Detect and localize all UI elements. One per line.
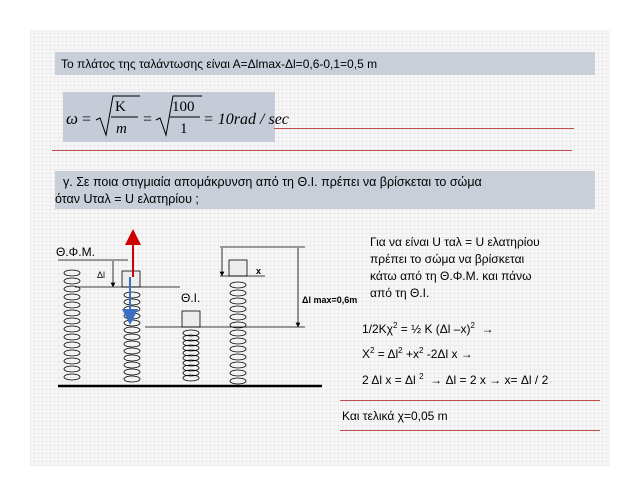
spring-1 [64,270,80,380]
fraction-100: 100 [172,99,195,115]
eq1-arrow: → [474,322,494,336]
eq3-a: 2 Δl x = Δl [362,373,420,387]
eq2-c: +x [402,347,419,361]
result-text: = 10rad / sec [203,111,289,128]
label-x: x [256,266,262,276]
eq2-sup: 2 [370,346,375,355]
equation-2 [362,346,473,361]
fraction-K: K [115,99,126,115]
eq1-sup: 2 [392,321,398,330]
eq1-b: = ½ Κ (Δl –x) [397,322,471,336]
equation-3 [362,372,548,387]
eq2-b: = Δl [374,347,399,361]
final-answer: Και τελικά χ=0,05 m [342,409,448,423]
eq3-b: → Δl = 2 x → x= Δl / 2 [423,373,549,387]
spring-diagram [50,225,370,405]
spring-4 [230,282,246,384]
eq2-d: -2Δl x → [423,347,473,361]
fraction-1: 1 [180,121,188,137]
divider-line-1 [274,128,574,129]
eq2-sup3: 2 [418,346,424,355]
omega-formula [60,90,290,146]
explanation-line-3: κάτω από τη Θ.Φ.Μ. και πάνω [370,269,532,283]
label-dlmax: Δl max=0,6m [302,295,358,305]
spring-3 [183,330,199,381]
omega-symbol: ω [66,109,79,128]
divider-line-2 [52,150,572,151]
label-dl: Δl [97,270,106,280]
equation-1 [362,321,494,336]
fraction-m: m [116,121,127,137]
question-line-2: όταν Uταλ = U ελατηρίου ; [55,192,199,206]
amplitude-box [55,52,595,75]
explanation-line-1: Για να είναι U ταλ = U ελατηρίου [370,235,540,249]
equals-sign-1: = [82,111,92,128]
question-line-1: γ. Σε ποια στιγμιαία απομάκρυνση από τη Θ.Ι. πρέπει να βρίσκεται το σώμα [63,175,482,189]
explanation-line-4: από τη Θ.Ι. [370,286,430,300]
block-3 [229,260,247,276]
spring-2 [124,292,140,382]
eq2-a: Χ [362,347,371,361]
eq3-sup: 2 [419,372,424,381]
question-box [55,171,595,209]
divider-line-4 [340,430,600,431]
block-2 [182,311,200,327]
eq1-sup2: 2 [470,321,475,330]
eq1-a: 1/2Κχ [362,322,393,336]
eq2-sup2: 2 [398,346,403,355]
divider-line-3 [340,400,600,401]
label-thm: Θ.Φ.Μ. [56,245,95,259]
label-thi: Θ.Ι. [181,291,201,305]
equals-sign-2: = [143,111,153,128]
explanation-line-2: πρέπει το σώμα να βρίσκεται [370,252,525,266]
amplitude-text: Το πλάτος της ταλάντωσης είναι Α=Δlmax-Δl=0,6-0,1=0,5 m [61,57,378,71]
